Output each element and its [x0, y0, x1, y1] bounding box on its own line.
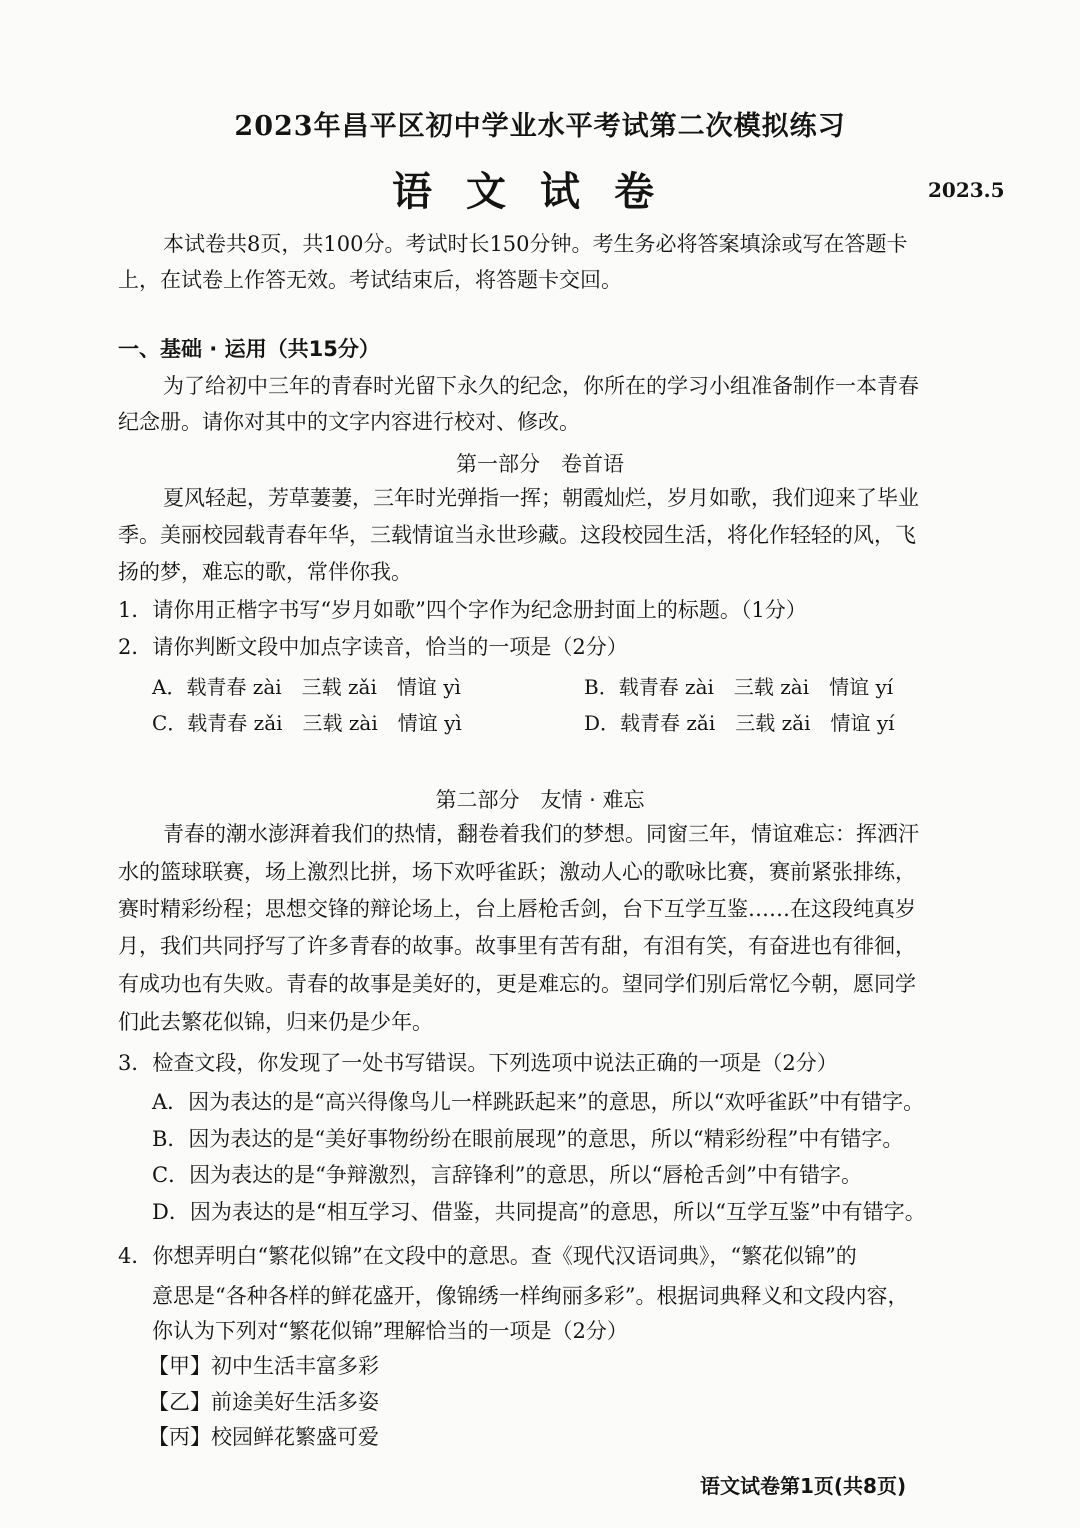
q3-option-b: B．因为表达的是“美好事物纷纷在眼前展现”的意思，所以“精彩纷程”中有错字。 [152, 1127, 904, 1151]
intro-line-2: 上，在试卷上作答无效。考试结束后，将答题卡交回。 [118, 268, 622, 292]
part2-line-3: 赛时精彩纷程；思想交锋的辩论场上，台上唇枪舌剑，台下互学互鉴……在这段纯真岁 [118, 897, 916, 921]
exam-date: 2023.5 [928, 178, 1005, 202]
intro-line-1: 本试卷共8页，共100分。考试时长150分钟。考生务必将答案填涂或写在答题卡 [163, 232, 908, 256]
question-3: 3．检查文段，你发现了一处书写错误。下列选项中说法正确的一项是（2分） [118, 1051, 838, 1075]
q2-option-b: B．载青春 zài 三载 zài 情谊 yí [584, 675, 894, 699]
question-1: 1．请你用正楷字书写“岁月如歌”四个字作为纪念册封面上的标题。（1分） [118, 598, 807, 622]
part2-line-1: 青春的潮水澎湃着我们的热情，翻卷着我们的梦想。同窗三年，情谊难忘：挥洒汗 [163, 822, 919, 846]
part2-line-4: 月，我们共同抒写了许多青春的故事。故事里有苦有甜，有泪有笑，有奋进也有徘徊， [118, 934, 916, 958]
q4-item-bing: 【丙】校园鲜花繁盛可爱 [148, 1425, 379, 1449]
part2-line-6: 们此去繁花似锦，归来仍是少年。 [118, 1010, 433, 1034]
question-2: 2．请你判断文段中加点字读音，恰当的一项是（2分） [118, 635, 628, 659]
question-4-line-1: 4．你想弄明白“繁花似锦”在文段中的意思。查《现代汉语词典》，“繁花似锦”的 [118, 1244, 857, 1268]
q4-item-jia: 【甲】初中生活丰富多彩 [148, 1354, 379, 1378]
part1-heading: 第一部分 卷首语 [456, 452, 624, 476]
q3-option-a: A．因为表达的是“高兴得像鸟儿一样跳跃起来”的意思，所以“欢呼雀跃”中有错字。 [152, 1090, 925, 1114]
exam-title: 2023年昌平区初中学业水平考试第二次模拟练习 [234, 111, 846, 142]
q2-option-a: A．载青春 zài 三载 zǎi 情谊 yì [152, 675, 461, 699]
section-heading: 一、基础 · 运用（共15分） [118, 337, 380, 361]
q3-option-c: C．因为表达的是“争辩激烈，言辞锋利”的意思，所以“唇枪舌剑”中有错字。 [152, 1163, 863, 1187]
q4-item-yi: 【乙】前途美好生活多姿 [148, 1390, 379, 1414]
exam-subtitle: 语文试卷 [392, 168, 688, 215]
q3-option-d: D．因为表达的是“相互学习、借鉴，共同提高”的意思，所以“互学互鉴”中有错字。 [152, 1200, 926, 1224]
part1-line-1: 夏风轻起，芳草萋萋，三年时光弹指一挥；朝霞灿烂，岁月如歌，我们迎来了毕业 [163, 486, 919, 510]
part1-line-2: 季。美丽校园载青春年华，三载情谊当永世珍藏。这段校园生活，将化作轻轻的风，飞 [118, 523, 916, 547]
question-4-line-3: 你认为下列对“繁花似锦”理解恰当的一项是（2分） [152, 1319, 628, 1343]
part1-line-3: 扬的梦，难忘的歌，常伴你我。 [118, 560, 412, 584]
q2-option-c: C．载青春 zǎi 三载 zài 情谊 yì [152, 711, 462, 735]
question-4-line-2: 意思是“各种各样的鲜花盛开，像锦绣一样绚丽多彩”。根据词典释义和文段内容， [152, 1284, 909, 1308]
part2-line-5: 有成功也有失败。青春的故事是美好的，更是难忘的。望同学们别后常忆今朝，愿同学 [118, 972, 916, 996]
part2-line-2: 水的篮球联赛，场上激烈比拼，场下欢呼雀跃；激动人心的歌咏比赛，赛前紧张排练， [118, 860, 916, 884]
page-footer: 语文试卷第1页(共8页) [700, 1474, 907, 1498]
section-intro-line-2: 纪念册。请你对其中的文字内容进行校对、修改。 [118, 410, 580, 434]
part2-heading: 第二部分 友情 · 难忘 [435, 788, 645, 812]
section-intro-line-1: 为了给初中三年的青春时光留下永久的纪念，你所在的学习小组准备制作一本青春 [163, 374, 919, 398]
q2-option-d: D．载青春 zǎi 三载 zǎi 情谊 yí [584, 711, 895, 735]
